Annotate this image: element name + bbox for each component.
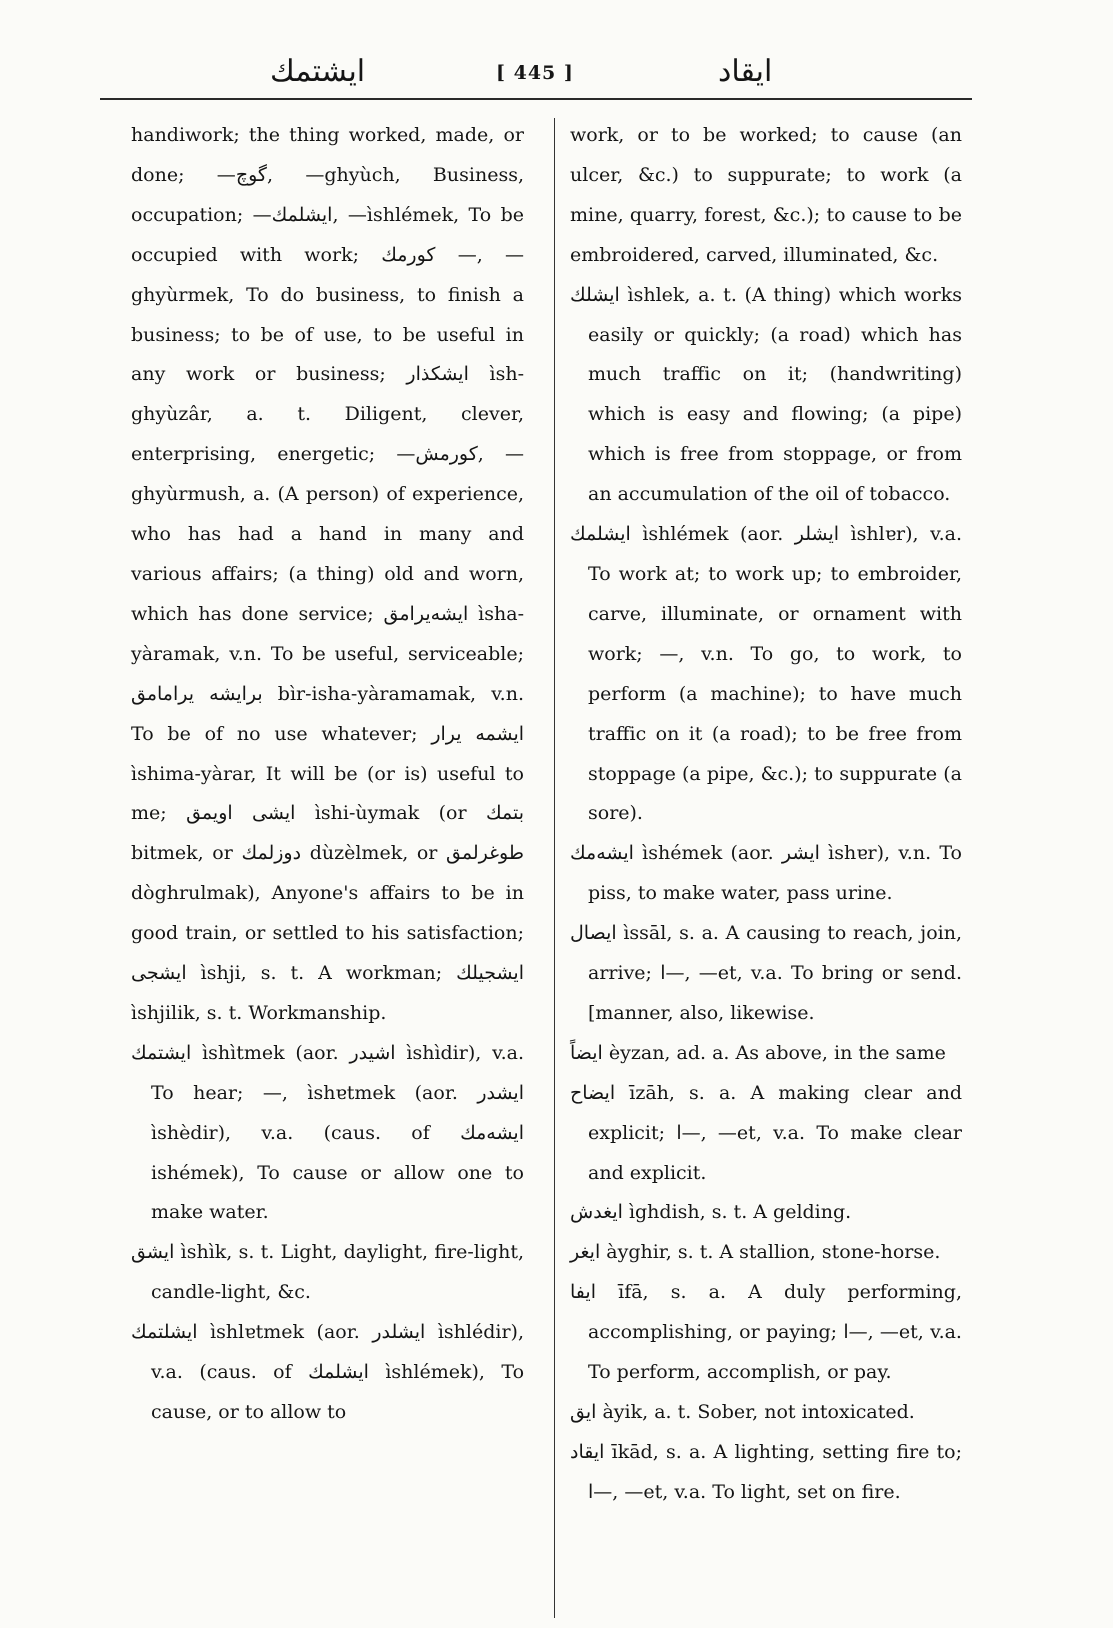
dictionary-entry: ایشلك ìshlek, a. t. (A thing) which works easily or quickly; (a road) which has much traffic on it; (handwriting) which is easy and flowing; (a pipe) which is free from stoppage, or from an accumulation of the oil of tobacco. [570, 283, 962, 506]
dictionary-entry: ایشق ìshìk, s. t. Light, daylight, fire-light, candle-light, &c. [131, 1241, 524, 1304]
dictionary-entry: ایشلمك ìshlémek (aor. ایشلر ìshlɐr), v.a. To work at; to work up; to embroider, carve, illuminate, or ornament with work; —, v.n. To go, to work, to perform (a machine); to have much traffic on it (a road); to be free from stoppage (a pipe, &c.); to suppurate (a sore). [570, 523, 962, 825]
dictionary-entry: ایضاح īzāh, s. a. A making clear and explicit; ا—, —et, v.a. To make clear and explicit. [570, 1081, 962, 1184]
dictionary-entry: handiwork; the thing worked, made, or done; —گوچ, —ghyùch, Business, occupation; —ایشلمك, —ìshlémek, To be occupied with work; كورمك —, —ghyùrmek, To do business, to finish a business; to be of use, to be useful in any work or business; ایشكذار ìsh-ghyùzâr, a. t. Diligent, clever, enterprising, energetic; —كورمش, —ghyùrmush, a. (A person) of experience, who has had a hand in many and various affairs; (a thing) old and worn, which has done service; ایشه‌یرامق ìsha-yàramak, v.n. To be useful, serviceable; برایشه یرامامق bìr-isha-yàramamak, v.n. To be of no use whatever; ایشمه یرار ìshima-yàrar, It will be (or is) useful to me; ایشی اویمق ìshi-ùymak (or بتمك bitmek, or دوزلمك dùzèlmek, or طوغرلمق dòghrulmak), Anyone's affairs to be in good train, or settled to his satisfaction; ایشجی ìshji, s. t. A workman; ایشجیلك ìshjilik, s. t. Workmanship. [131, 124, 525, 1024]
dictionary-entry: ایضاً èyzan, ad. a. As above, in the same [570, 1041, 946, 1064]
page-number: [ 445 ] [496, 62, 574, 84]
left-headword: ایشتمك [270, 54, 366, 89]
dictionary-entry: ایشه‌مك ìshémek (aor. ایشر ìshɐr), v.n. To piss, to make water, pass urine. [570, 842, 962, 905]
dictionary-entry: ایغر àyghir, s. t. A stallion, stone-horse. [570, 1241, 941, 1264]
left-column [131, 116, 524, 1433]
dictionary-entry: ایشلتمك ìshlɐtmek (aor. ایشلدر ìshlédir), v.a. (caus. of ایشلمك ìshlémek), To cause, or to allow to [131, 1321, 525, 1423]
dictionary-entry: ایق àyik, a. t. Sober, not intoxicated. [570, 1401, 915, 1423]
header-rule [100, 98, 972, 100]
right-headword: ایقاد [718, 54, 773, 89]
dictionary-entry: work, or to be worked; to cause (an ulcer, &c.) to suppurate; to work (a mine, quarry, forest, &c.); to cause to be embroidered, carved, illuminated, &c. [570, 124, 962, 266]
dictionary-entry: ایشتمك ìshìtmek (aor. اشیدر ìshìdir), v.a. To hear; —, ìshɐtmek (aor. ایشدر ìshèdir), v.a. (caus. of ایشه‌مك ishémek), To cause or allow one to make water. [131, 1041, 524, 1224]
dictionary-entry: ایقاد īkād, s. a. A lighting, setting fire to; ا—, —et, v.a. To light, set on fire. [570, 1440, 962, 1503]
dictionary-entry: ایصال ìssāl, s. a. A causing to reach, join, arrive; ا—, —et, v.a. To bring or send. [manner, also, likewise. [570, 922, 962, 1024]
dictionary-entry: ایفا īfā, s. a. A duly performing, accomplishing, or paying; ا—, —et, v.a. To perform, accomplish, or pay. [570, 1281, 962, 1384]
dictionary-entry: ایغدش ìghdish, s. t. A gelding. [570, 1201, 852, 1224]
right-column [570, 116, 962, 1513]
running-header [100, 40, 972, 100]
column-divider [554, 118, 555, 1618]
